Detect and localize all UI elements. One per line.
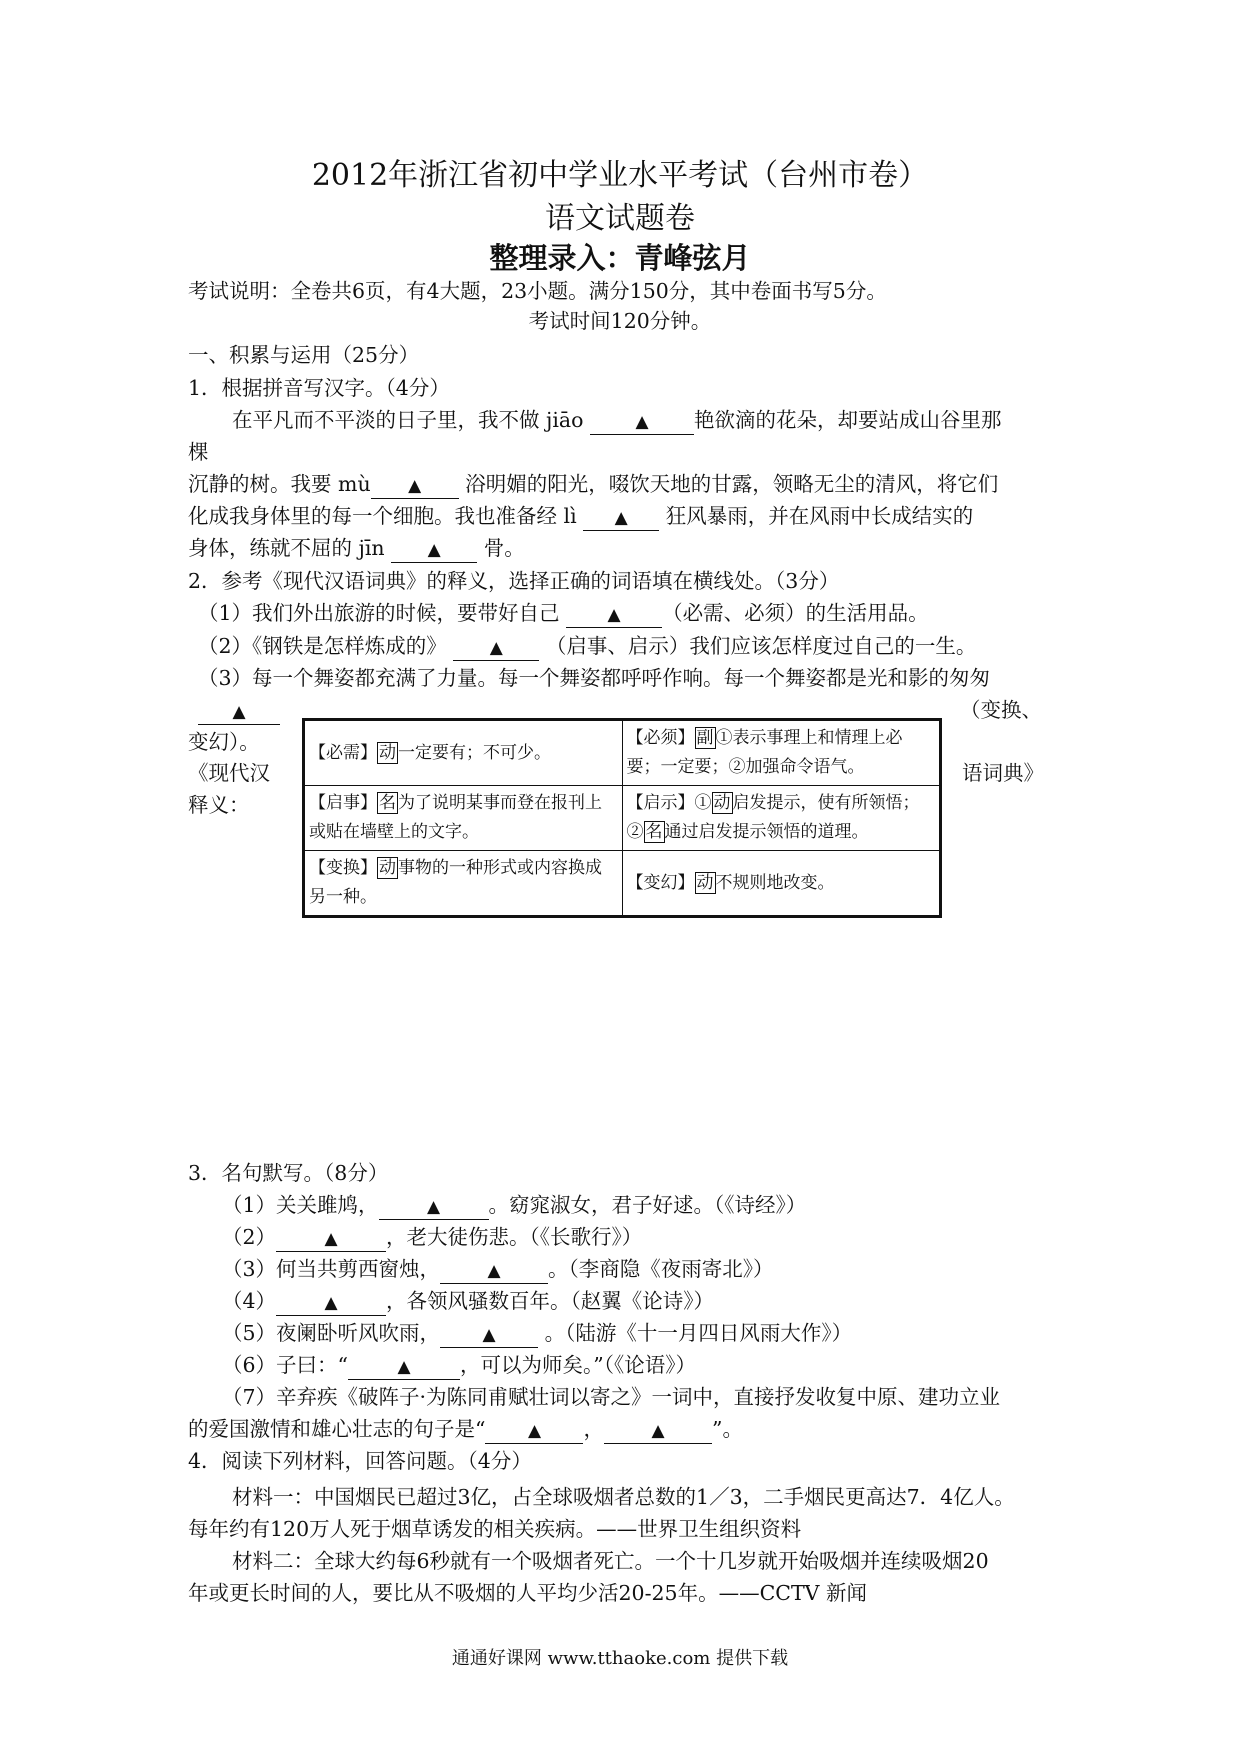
material-text: 材料一：中国烟民已超过3亿，占全球吸烟者总数的1／3，二手烟民更高达7．4亿人。: [232, 1485, 1015, 1509]
pos-tag: 动: [379, 742, 396, 763]
question-text: 。（陆游《十一月四日风雨大作》）: [544, 1321, 853, 1345]
answer-blank[interactable]: [348, 1353, 460, 1380]
question-3-item: [222, 1286, 714, 1316]
triangle-marker-icon: ▲: [527, 1421, 542, 1441]
dictionary-label: 释义：: [188, 793, 250, 817]
entry-definition: 启发提示，使有所领悟；②: [626, 793, 920, 842]
entry-word: 【变换】: [309, 858, 377, 878]
answer-blank[interactable]: [391, 536, 477, 563]
question-text: ，可以为师矣。”（《论语》）: [460, 1353, 697, 1377]
question-text: （4）: [222, 1289, 277, 1313]
question-1-line: 棵: [188, 440, 209, 464]
dictionary-label: 语词典》: [962, 761, 1044, 785]
question-3-item: [222, 1190, 806, 1220]
section-heading: 一、积累与运用（25分）: [188, 343, 420, 367]
table-cell: [304, 851, 623, 917]
answer-blank[interactable]: [604, 1417, 712, 1444]
question-text: （1）我们外出旅游的时候，要带好自己: [198, 601, 560, 625]
question-text: ，各领风骚数百年。（赵翼《论诗》）: [386, 1289, 715, 1313]
question-text: （2）: [222, 1225, 277, 1249]
entry-definition: 为了说明某事而登在报刊上或贴在墙壁上的文字。: [309, 793, 602, 842]
question-text: ，老大徒伤悲。（《长歌行》）: [386, 1225, 643, 1249]
table-cell: [304, 786, 623, 851]
table-cell: [622, 786, 941, 851]
question-text: 。（李商隐《夜雨寄北》）: [548, 1257, 774, 1281]
question-text: 沉静的树。我要 mù: [188, 472, 371, 496]
footer-source: 通通好课网 www.tthaoke.com 提供下载: [451, 1648, 789, 1669]
table-row: [304, 720, 941, 786]
answer-blank[interactable]: [276, 1225, 386, 1252]
question-text: （3）何当共剪西窗烛，: [222, 1257, 441, 1281]
answer-blank[interactable]: [583, 504, 659, 531]
triangle-marker-icon: ▲: [324, 1293, 338, 1313]
question-1-line: [188, 533, 525, 563]
answer-blank[interactable]: [276, 1289, 386, 1316]
question-text: 身体，练就不屈的 jīn: [188, 536, 385, 560]
entry-definition: 不规则地改变。: [715, 872, 835, 893]
question-text: 化成我身体里的每一个细胞。我也准备经 lì: [188, 504, 577, 528]
material-text: 年或更长时间的人，要比从不吸烟的人平均少活20-25年。——CCTV 新闻: [188, 1581, 867, 1605]
answer-blank[interactable]: [453, 634, 539, 661]
triangle-marker-icon: ▲: [607, 605, 621, 625]
question-text: 艳欲滴的花朵，却要站成山谷里那: [694, 408, 1002, 432]
triangle-marker-icon: ▲: [397, 1357, 411, 1377]
table-cell: [622, 720, 941, 786]
question-text: （5）夜阑卧听风吹雨，: [222, 1321, 441, 1345]
triangle-marker-icon: ▲: [482, 1325, 496, 1345]
question-2-heading: 2．参考《现代汉语词典》的释义，选择正确的词语填在横线处。（3分）: [188, 569, 840, 593]
table-cell: [304, 720, 623, 786]
question-2-item: [198, 631, 976, 661]
triangle-marker-icon: ▲: [487, 1261, 501, 1281]
exam-instructions: 考试说明：全卷共6页，有4大题，23小题。满分150分，其中卷面书写5分。: [188, 279, 887, 303]
question-1-line: [188, 469, 998, 499]
question-text: （必需、必须）的生活用品。: [662, 601, 929, 625]
question-text: （2）《钢铁是怎样炼成的》: [198, 634, 447, 658]
question-text: 浴明媚的阳光，啜饮天地的甘露，领略无尘的清风，将它们: [465, 472, 999, 496]
pos-tag: 副: [696, 728, 714, 748]
triangle-marker-icon: ▲: [408, 476, 422, 496]
answer-blank[interactable]: [566, 601, 662, 628]
answer-blank[interactable]: [379, 1193, 489, 1220]
question-3-item: [222, 1254, 774, 1284]
entry-definition: 一定要有；不可少。: [398, 742, 551, 763]
pos-tag: 动: [696, 872, 714, 893]
entry-word: 【必须】: [626, 728, 695, 748]
entry-word: 【必需】: [309, 742, 377, 763]
answer-blank[interactable]: [440, 1257, 548, 1284]
pos-tag: 名: [645, 822, 663, 842]
entry-definition: 事物的一种形式或内容换成另一种。: [309, 858, 602, 907]
question-3-item: [188, 1414, 743, 1444]
question-4-heading: 4．阅读下列材料，回答问题。（4分）: [188, 1449, 532, 1473]
entry-definition: 通过启发提示领悟的道理。: [664, 822, 869, 842]
entry-word: 【启示】①: [626, 793, 712, 813]
question-text: 的爱国激情和雄心壮志的句子是“: [188, 1417, 486, 1441]
question-3-item: [222, 1222, 642, 1252]
triangle-marker-icon: ▲: [324, 1229, 338, 1249]
dictionary-label: 《现代汉: [188, 761, 270, 785]
question-text: 。窈窕淑女，君子好逑。（《诗经》）: [488, 1193, 807, 1217]
table-row: [304, 851, 941, 917]
material-text: 每年约有120万人死于烟草诱发的相关疾病。——世界卫生组织资料: [188, 1517, 802, 1541]
pos-tag: 名: [379, 793, 396, 813]
question-2-item: （3）每一个舞姿都充满了力量。每一个舞姿都呼呼作响。每一个舞姿都是光和影的匆匆: [198, 666, 991, 690]
question-text: ，: [583, 1417, 604, 1441]
question-1-line: [232, 405, 1002, 435]
question-text: （1）关关雎鸠，: [222, 1193, 379, 1217]
answer-blank[interactable]: [371, 472, 459, 499]
triangle-marker-icon: ▲: [635, 412, 649, 432]
question-2-item: 变幻）。: [188, 730, 260, 754]
question-3-item: （7）辛弃疾《破阵子·为陈同甫赋壮词以寄之》一词中，直接抒发收复中原、建功立业: [222, 1385, 1001, 1409]
question-2-item: （变换、: [960, 698, 1042, 722]
question-text: 在平凡而不平淡的日子里，我不做 jiāo: [232, 408, 584, 432]
question-text: 骨。: [483, 536, 525, 560]
dictionary-table: [302, 718, 942, 918]
table-cell: [622, 851, 941, 917]
material-text: 材料二：全球大约每6秒就有一个吸烟者死亡。一个十几岁就开始吸烟并连续吸烟20: [232, 1549, 989, 1573]
pos-tag: 动: [713, 793, 731, 813]
exam-time: 考试时间120分钟。: [528, 309, 712, 333]
answer-blank[interactable]: [590, 408, 694, 435]
question-1-line: [188, 501, 973, 531]
question-text: ”。: [711, 1417, 743, 1441]
answer-blank[interactable]: [198, 698, 280, 725]
question-text: （启事、启示）我们应该怎样度过自己的一生。: [545, 634, 977, 658]
compiler-credit: 整理录入：青峰弦月: [489, 241, 751, 275]
pos-tag: 动: [379, 858, 396, 878]
question-text: （6）子曰：“: [222, 1353, 349, 1377]
question-3-item: [222, 1318, 852, 1348]
exam-title: 2012年浙江省初中学业水平考试（台州市卷）: [311, 158, 929, 193]
exam-subtitle: 语文试题卷: [545, 201, 695, 236]
triangle-marker-icon: ▲: [427, 1197, 441, 1217]
triangle-marker-icon: ▲: [489, 638, 503, 658]
entry-word: 【变幻】: [626, 872, 695, 893]
question-2-item: [198, 695, 280, 725]
triangle-marker-icon: ▲: [651, 1421, 665, 1441]
answer-blank[interactable]: [440, 1321, 538, 1348]
entry-definition: ①表示事理上和情理上必要；一定要；②加强命令语气。: [626, 728, 903, 777]
answer-blank[interactable]: [485, 1417, 583, 1444]
triangle-marker-icon: ▲: [232, 702, 246, 722]
question-3-item: [222, 1350, 696, 1380]
entry-word: 【启事】: [309, 793, 377, 813]
question-1-heading: 1．根据拼音写汉字。（4分）: [188, 376, 450, 400]
question-3-heading: 3．名句默写。（8分）: [188, 1161, 389, 1185]
question-2-item: [198, 598, 929, 628]
table-row: [304, 786, 941, 851]
question-text: 狂风暴雨，并在风雨中长成结实的: [665, 504, 974, 528]
triangle-marker-icon: ▲: [427, 540, 441, 560]
triangle-marker-icon: ▲: [614, 508, 628, 528]
